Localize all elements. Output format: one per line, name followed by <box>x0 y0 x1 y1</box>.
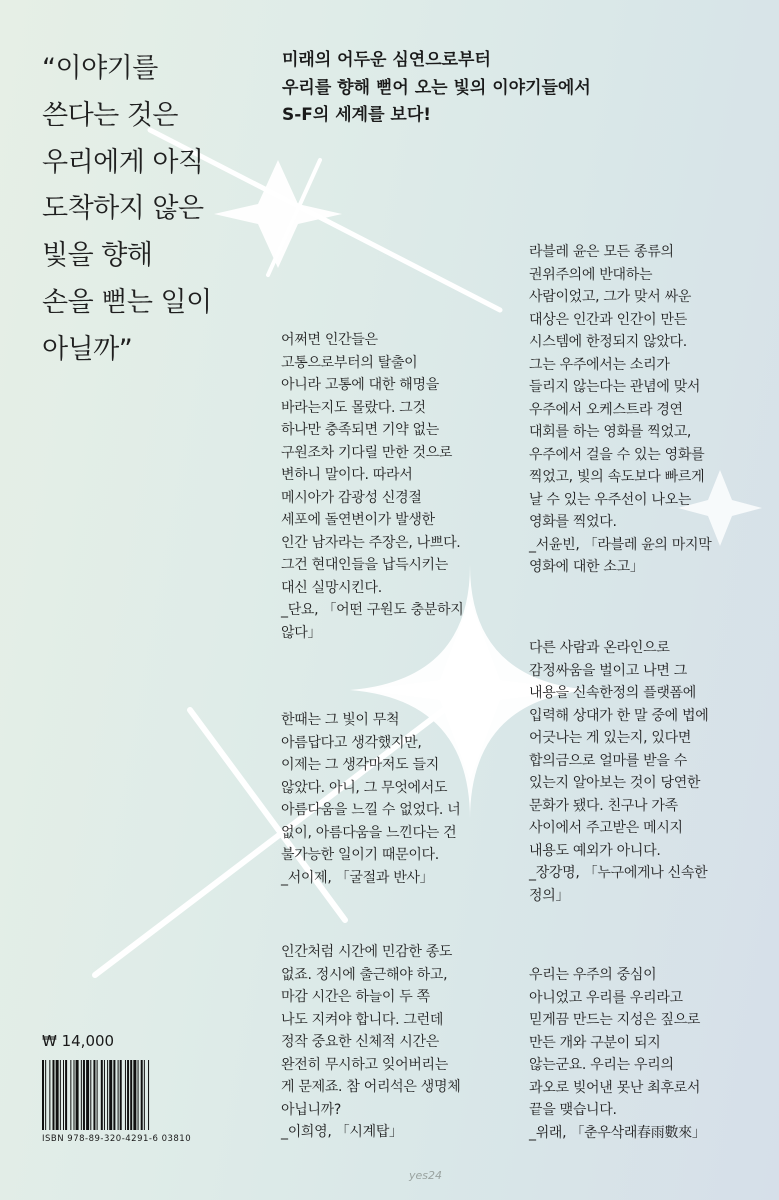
barcode-bar <box>133 1060 136 1130</box>
barcode-bar <box>144 1060 145 1130</box>
barcode-bar <box>65 1060 67 1130</box>
excerpt-seo-yunbin: 라블레 윤은 모든 종류의 권위주의에 반대하는 사람이었고, 그가 맞서 싸운 대상은 인간과 인간이 만든 시스템에 한정되지 않았다. 그는 우주에서는 소리가 들리지 않는다는 관념에 맞서 우주에서 오케스트라 경연 대회를 하는 영화를 찍었고, 우주에서 걸을 수 있는 영화를 찍었고, 빛의 속도보다 빠르게 날 수 있는 우주선이 나오는 영화를 찍었다. _서윤빈, 「라블레 윤의 마지막 영화에 대한 소고」 <box>529 244 712 575</box>
excerpt-seo-ije: 한때는 그 빛이 무척 아름답다고 생각했지만, 이제는 그 생각마저도 들지 않았다. 아니, 그 무엇에서도 아름다움을 느낄 수 없었다. 너 없이, 아름다움을 느낀다는 건 불가능한 일이기 때문이다. _서이제, 「굴절과 반사」 <box>281 712 461 886</box>
barcode-bar <box>49 1060 50 1130</box>
barcode-bar <box>42 1060 44 1130</box>
barcode-bar <box>141 1060 143 1130</box>
barcode-bar <box>113 1060 115 1130</box>
quote-line: “이야기를 <box>42 53 158 84</box>
barcode-bar <box>93 1060 95 1130</box>
barcode-bar <box>125 1060 126 1130</box>
barcode-bar <box>45 1060 46 1130</box>
barcode-bar <box>138 1060 139 1130</box>
pull-quote <box>42 46 262 374</box>
barcode-bar <box>148 1060 149 1130</box>
quote-line: 아닐까” <box>42 333 133 365</box>
excerpt-jang-kangmyung: 다른 사람과 온라인으로 감정싸움을 벌이고 나면 그 내용을 신속한정의 플랫폼에 입력해 상대가 한 말 중에 법에 어긋나는 게 있는지, 있다면 합의금으로 얼마를 받을 수 있는지 알아보는 것이 당연한 문화가 됐다. 친구나 가족 사이에서 주고받은 메시지 내용도 예외가 아니다. _장강명, 「누구에게나 신속한 정의」 <box>529 640 709 904</box>
watermark-logo: yes24 <box>409 1169 443 1182</box>
barcode-bar <box>120 1060 122 1130</box>
barcode-bar <box>70 1060 71 1130</box>
barcode-bar <box>109 1060 112 1130</box>
barcode-bar <box>74 1060 75 1130</box>
price-label: ₩ 14,000 <box>42 1032 115 1050</box>
quote-line: 도착하지 않은 <box>42 193 204 225</box>
barcode-bar <box>90 1060 91 1130</box>
quote-line: 우리에게 아직 <box>42 146 204 178</box>
barcode-bar <box>83 1060 85 1130</box>
barcode-bar <box>53 1060 55 1130</box>
barcode-bar <box>76 1060 79 1130</box>
barcode-bar <box>63 1060 64 1130</box>
barcode-bar <box>127 1060 129 1130</box>
barcode-bar <box>107 1060 108 1130</box>
barcode-bar <box>60 1060 61 1130</box>
tagline-line: S-F의 세계를 보다! <box>282 105 432 125</box>
barcode-bar <box>97 1060 98 1130</box>
barcode <box>42 1060 238 1130</box>
barcode-bar <box>81 1060 82 1130</box>
isbn-number: ISBN 978-89-320-4291-6 03810 <box>42 1134 192 1144</box>
tagline-line: 우리를 향해 뻗어 오는 빛의 이야기들에서 <box>282 77 591 98</box>
excerpt-lee-heeyoung: 인간처럼 시간에 민감한 종도 없죠. 정시에 출근해야 하고, 마감 시간은 하늘이 두 쪽 나도 지켜야 합니다. 그런데 정작 중요한 신체적 시간은 완전히 무시하고 잊어버리는 게 문제죠. 참 어리석은 생명체 아닙니까? _이희영, 「시계탑」 <box>281 944 461 1140</box>
excerpt-wirae: 우리는 우주의 중심이 아니었고 우리를 우리라고 믿게끔 만드는 지성은 짚으로 만든 개와 구분이 되지 않는군요. 우리는 우리의 과오로 빚어낸 못난 최후로서 끝을 맺습니다. _위래, 「춘우삭래春雨數來」 <box>529 967 706 1141</box>
barcode-bar <box>101 1060 103 1130</box>
barcode-bar <box>130 1060 132 1130</box>
barcode-bar <box>104 1060 105 1130</box>
quote-line: 손을 뻗는 일이 <box>42 286 212 318</box>
tagline-line: 미래의 어두운 심연으로부터 <box>282 50 491 70</box>
barcode-bar <box>118 1060 119 1130</box>
quote-line: 빛을 향해 <box>42 240 153 272</box>
tagline <box>282 47 752 130</box>
excerpt-danyo: 어쩌면 인간들은 고통으로부터의 탈출이 아니라 고통에 대한 해명을 바라는지도 몰랐다. 그것 하나만 충족되면 기약 없는 구원조차 기다릴 만한 것으로 변하니 말이다. 따라서 메시아가 감광성 신경절 세포에 돌연변이가 발생한 인간 남자라는 주장은, 나쁘다. 그건 현대인들을 납득시키는 대신 실망시킨다. _단요, 「어떤 구원도 충분하지 않다」 <box>281 332 464 641</box>
barcode-bar <box>56 1060 59 1130</box>
quote-line: 쓴다는 것은 <box>42 99 178 131</box>
barcode-bar <box>86 1060 89 1130</box>
